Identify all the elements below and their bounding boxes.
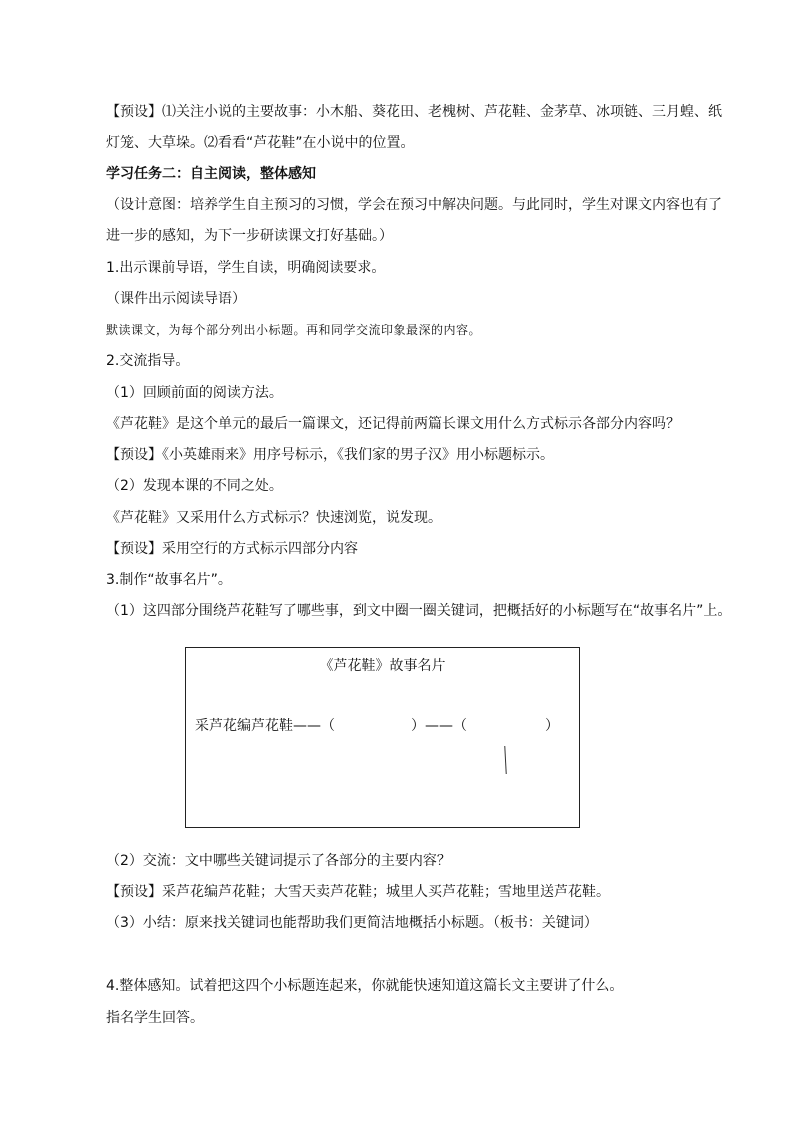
- sub-step-review: （1）回顾前面的阅读方法。: [106, 385, 283, 401]
- preset-paragraph-line-1: 【预设】⑴关注小说的主要故事：小木船、葵花田、老槐树、芦花鞋、金茅草、冰项链、三月蝗、纸: [106, 104, 722, 120]
- step-2: 2.交流指导。: [106, 353, 190, 369]
- pen-mark: [504, 746, 506, 774]
- design-intent-line-2: 进一步的感知，为下一步研读课文打好基础。）: [106, 228, 393, 244]
- sub-step-discover: （2）发现本课的不同之处。: [106, 478, 283, 494]
- preset-answer: 【预设】采用空行的方式标示四部分内容: [106, 541, 358, 557]
- story-card-box: [185, 647, 580, 828]
- preset-paragraph-line-2: 灯笼、大草垛。⑵看看“芦花鞋”在小说中的位置。: [106, 135, 415, 151]
- question-text: 《芦花鞋》是这个单元的最后一篇课文，还记得前两篇长课文用什么方式标示各部分内容吗？: [106, 416, 680, 432]
- step-4: 4.整体感知。试着把这四个小标题连起来，你就能快速知道这篇长文主要讲了什么。: [106, 978, 624, 994]
- section-heading: 学习任务二：自主阅读，整体感知: [106, 166, 316, 182]
- story-card-title: 《芦花鞋》故事名片: [319, 658, 446, 674]
- sub-step-exchange: （2）交流：文中哪些关键词提示了各部分的主要内容？: [106, 853, 451, 869]
- design-intent-line-1: （设计意图：培养学生自主预习的习惯，学会在预习中解决问题。与此同时，学生对课文内容也有了: [106, 197, 722, 213]
- story-card-first-title: 采芦花编芦花鞋——（: [195, 718, 335, 734]
- step-3: 3.制作“故事名片”。: [106, 572, 232, 588]
- step-1: 1.出示课前导语，学生自读，明确阅读要求。: [106, 260, 386, 276]
- story-card-close-paren: ）: [545, 718, 559, 734]
- sub-step-keywords: （1）这四部分围绕芦花鞋写了哪些事，到文中圈一圈关键词，把概括好的小标题写在“故事名片”上。: [106, 603, 732, 619]
- reading-guide: 默读课文，为每个部分列出小标题。再和同学交流印象最深的内容。: [106, 323, 482, 337]
- preset-answer: 【预设】《小英雄雨来》用序号标示，《我们家的男子汉》用小标题标示。: [106, 447, 554, 463]
- story-card-connector: ）——（: [411, 718, 467, 734]
- sub-step-summary: （3）小结：原来找关键词也能帮助我们更简洁地概括小标题。（板书：关键词）: [106, 915, 598, 931]
- closing-instruction: 指名学生回答。: [106, 1010, 204, 1026]
- courseware-note: （课件出示阅读导语）: [106, 291, 246, 307]
- preset-answer: 【预设】采芦花编芦花鞋；大雪天卖芦花鞋；城里人买芦花鞋；雪地里送芦花鞋。: [106, 884, 610, 900]
- question-text: 《芦花鞋》又采用什么方式标示？快速浏览，说发现。: [106, 510, 442, 526]
